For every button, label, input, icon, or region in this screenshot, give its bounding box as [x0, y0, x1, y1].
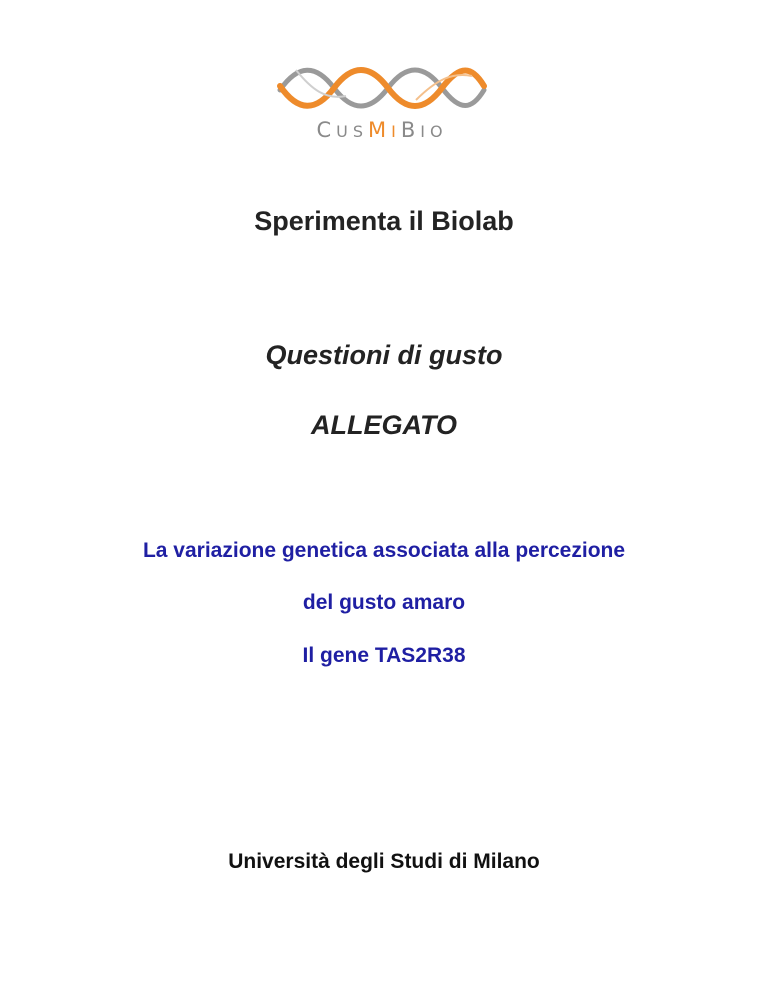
logo-letter-i: I — [391, 122, 401, 141]
dna-double-helix-icon — [276, 60, 488, 116]
topic-line-1: La variazione genetica associata alla percezione — [142, 539, 626, 562]
attachment-label: ALLEGATO — [311, 410, 457, 440]
page-title: Sperimenta il Biolab — [254, 206, 514, 236]
page-subtitle: Questioni di gusto — [265, 340, 503, 370]
logo-letter-c: C — [316, 118, 337, 142]
cusmibio-logo — [276, 60, 488, 148]
logo-letter-m: M — [367, 118, 392, 142]
logo-letter-b: B — [400, 118, 421, 142]
logo-letters-us: US — [336, 122, 368, 141]
logo-letters-io: IO — [420, 122, 448, 141]
topic-line-3: Il gene TAS2R38 — [302, 644, 466, 667]
logo-wordmark — [276, 118, 488, 142]
institution-name: Università degli Studi di Milano — [228, 850, 540, 873]
topic-line-2: del gusto amaro — [302, 591, 466, 614]
